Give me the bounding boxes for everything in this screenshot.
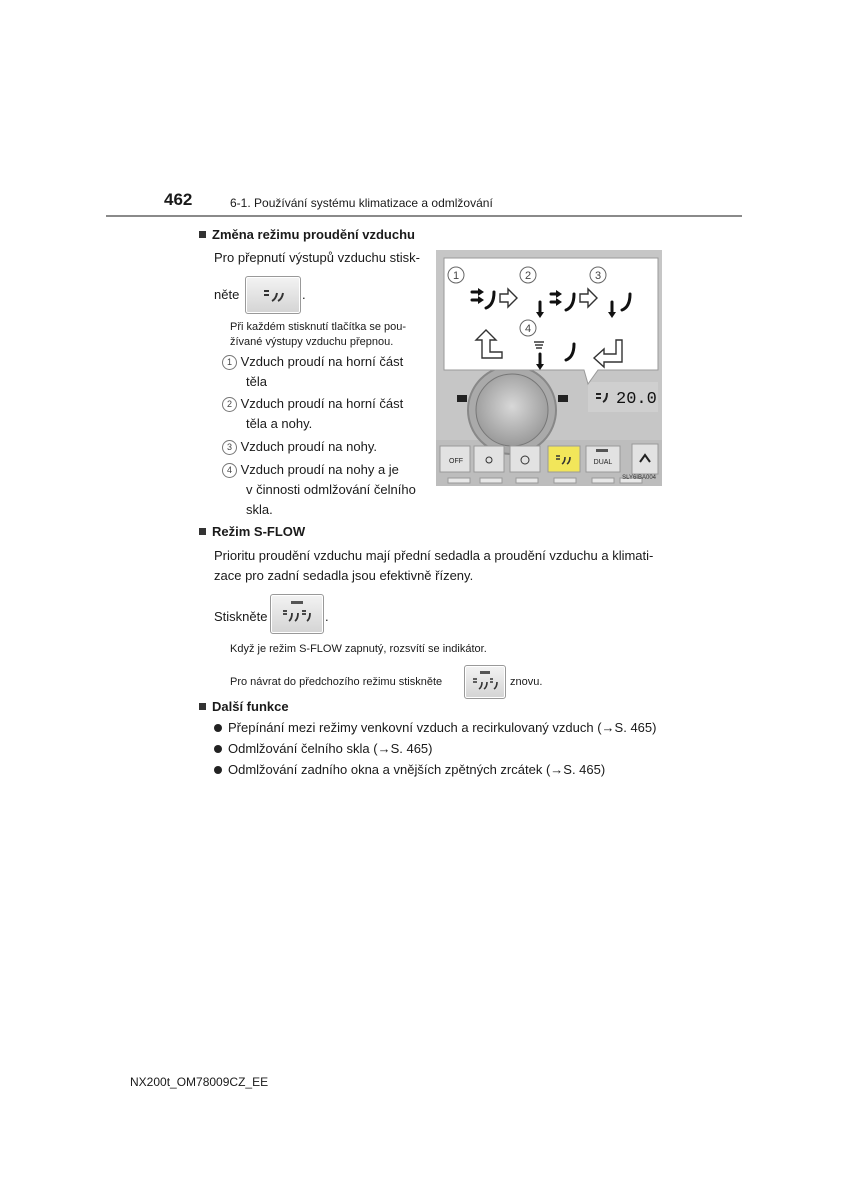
mode-button-image xyxy=(245,276,301,314)
square-bullet-icon xyxy=(199,703,206,710)
airflow-note-line1: Při každém stisknutí tlačítka se pou- xyxy=(230,321,407,333)
sflow-note1: Když je režim S-FLOW zapnutý, rozsvítí se indikátor. xyxy=(230,643,487,655)
list-item: 2 Vzduch proudí na horní část těla a nohy. xyxy=(222,394,426,434)
sflow-icon xyxy=(271,595,323,633)
callout-3: 3 xyxy=(594,270,602,282)
sflow-icon xyxy=(465,666,505,698)
sflow-press-label: Stiskněte xyxy=(214,609,268,624)
list-item: 4 Vzduch proudí na nohy a je v činnosti odmlžování čelního skla. xyxy=(222,460,426,520)
number-marker: 4 xyxy=(222,463,237,478)
section-heading-sflow: Režim S-FLOW xyxy=(199,524,305,539)
sflow-button-image xyxy=(270,594,324,634)
airflow-mode-icon xyxy=(246,277,300,313)
sflow-para-line1: Prioritu proudění vzduchu mají přední sedadla a proudění vzduchu a klimati- xyxy=(214,548,654,563)
airflow-intro-line2: něte xyxy=(214,287,240,302)
sflow-note2-end: znovu. xyxy=(510,676,543,688)
off-button-label: OFF xyxy=(449,458,463,465)
bullet-icon xyxy=(214,724,222,732)
airflow-note-line2: žívané výstupy vzduchu přepnou. xyxy=(230,336,394,348)
sflow-button-image-small xyxy=(464,665,506,699)
sflow-note2-start: Pro návrat do předchozího režimu stiskněte xyxy=(230,676,443,688)
display-temperature: 20.0 xyxy=(616,390,657,409)
callout-1: 1 xyxy=(452,270,460,282)
list-item: 1 Vzduch proudí na horní část těla xyxy=(222,352,426,392)
list-item: Odmlžování zadního okna a vnějších zpětných zrcátek (→S. 465) xyxy=(214,760,605,780)
document-code: NX200t_OM78009CZ_EE xyxy=(130,1075,269,1089)
climate-panel-illustration xyxy=(436,250,662,486)
header-rule xyxy=(106,215,742,217)
list-item: Odmlžování čelního skla (→S. 465) xyxy=(214,739,432,759)
sflow-para-line2: zace pro zadní sedadla jsou efektivně řízeny. xyxy=(214,568,474,583)
callout-4: 4 xyxy=(524,323,532,335)
chapter-title: 6-1. Používání systému klimatizace a odmlžování xyxy=(230,196,493,210)
airflow-intro-line1: Pro přepnutí výstupů vzduchu stisk- xyxy=(214,250,420,265)
bullet-icon xyxy=(214,745,222,753)
figure-code: SLY6IBA004 xyxy=(622,475,656,481)
number-marker: 3 xyxy=(222,440,237,455)
section-heading-airflow: Změna režimu proudění vzduchu xyxy=(199,227,415,242)
square-bullet-icon xyxy=(199,528,206,535)
list-item: 3 Vzduch proudí na nohy. xyxy=(222,437,426,457)
climate-panel-figure xyxy=(436,250,662,486)
dual-button-label: DUAL xyxy=(593,459,613,466)
list-item: Přepínání mezi režimy venkovní vzduch a recirkulovaný vzduch (→S. 465) xyxy=(214,718,656,738)
number-marker: 1 xyxy=(222,355,237,370)
section-heading-other: Další funkce xyxy=(199,699,289,714)
airflow-intro-end: . xyxy=(302,287,306,302)
callout-2: 2 xyxy=(524,270,532,282)
sflow-press-end: . xyxy=(325,609,329,624)
number-marker: 2 xyxy=(222,397,237,412)
square-bullet-icon xyxy=(199,231,206,238)
page-number: 462 xyxy=(164,190,193,209)
bullet-icon xyxy=(214,766,222,774)
